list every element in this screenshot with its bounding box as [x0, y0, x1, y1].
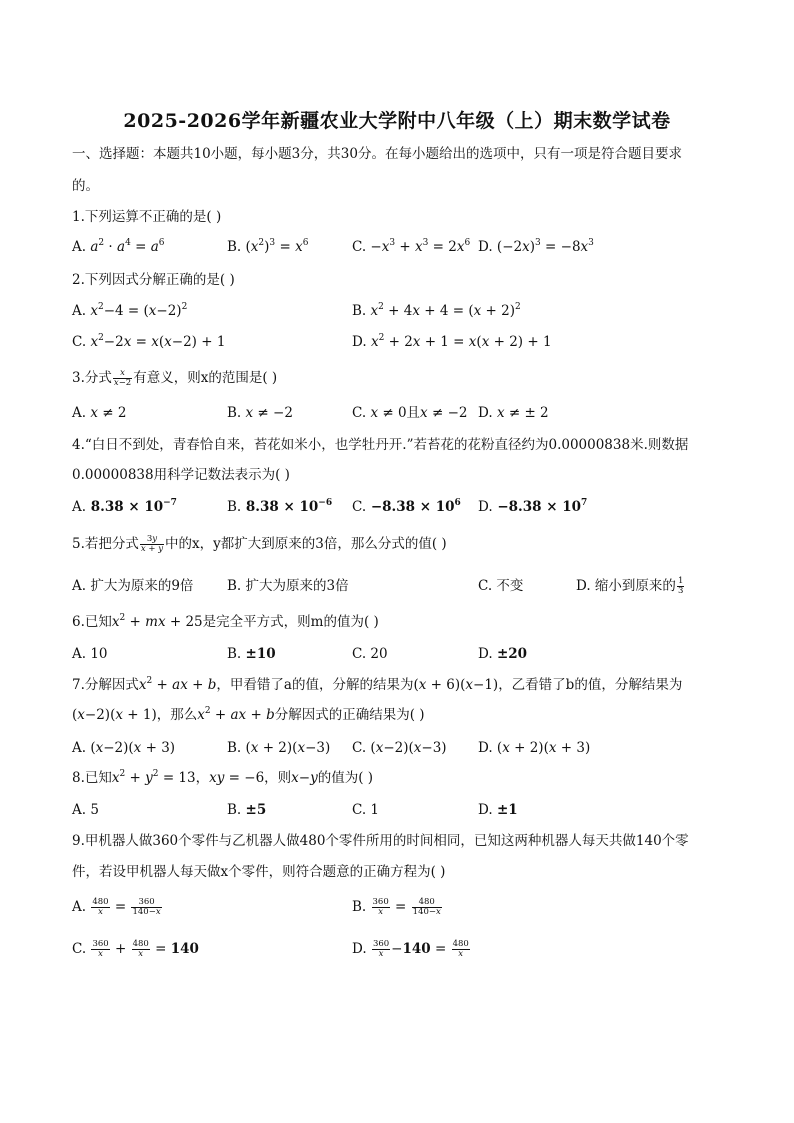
q8-option-a: A. 5	[72, 802, 99, 818]
q7-option-c: C. (x−2)(x−3)	[352, 740, 447, 756]
q7-stem-line2: (x−2)(x + 1)，那么$x^2$ + ax + b分解因式的正确结果为( )	[72, 706, 425, 723]
q6-option-b: B. ±10	[227, 646, 276, 662]
q3-option-c: C. x ≠ 0且x ≠ −2	[352, 405, 468, 421]
q6-option-d: D. ±20	[478, 646, 528, 662]
q2-option-d: D. $x^2 + 2x + 1 = x(x + 2) + 1$	[352, 333, 552, 350]
q1-option-a: A. $a^2 \cdot a^4 = a^6$	[72, 238, 165, 255]
section-heading-cont: 的。	[72, 178, 99, 194]
q7-stem-line1: 7.分解因式$x^2$ + ax + b，甲看错了a的值，分解的结果为(x + 6)(x−1)，乙看错了b的值，分解结果为	[72, 676, 683, 693]
q8-option-b: B. ±5	[227, 802, 267, 818]
q4-option-b: B. $8.38 \times 10^{-6}$	[227, 498, 333, 515]
q3-option-b: B. x ≠ −2	[227, 405, 293, 421]
q8-stem: 8.已知$x^2 + y^2 = 13$，xy = −6，则x−y的值为( )	[72, 769, 374, 786]
q1-stem: 1.下列运算不正确的是( )	[72, 209, 222, 225]
q2-option-b: B. $x^2 + 4x + 4 = (x + 2)^2$	[352, 302, 521, 319]
q9-option-c: C. $\frac{360}{x}$ + $\frac{480}{x}$ = 140	[72, 939, 199, 959]
q5-stem: 5.若把分式 $\frac{3y}{x + y}$ 中的x，y都扩大到原来的3倍，那么分式的值( )	[72, 534, 447, 554]
q5-option-d: D. 缩小到原来的 $\frac{1}{3}$	[576, 576, 684, 596]
q9-stem-line2: 件，若设甲机器人每天做x个零件，则符合题意的正确方程为( )	[72, 864, 446, 880]
q8-option-d: D. ±1	[478, 802, 518, 818]
q1-option-c: C. $-x^3 + x^3 = 2x^6$	[352, 238, 471, 255]
q5-option-a: A. 扩大为原来的9倍	[72, 578, 194, 594]
q9-option-a: A. $\frac{480}{x}$ = $\frac{360}{140-x}$	[72, 897, 161, 917]
q6-option-a: A. 10	[72, 646, 108, 662]
q7-option-b: B. (x + 2)(x−3)	[227, 740, 331, 756]
q4-option-d: D. $-8.38 \times 10^7$	[478, 498, 588, 515]
q6-stem: 6.已知$x^2$ + mx + 25是完全平方式，则m的值为( )	[72, 613, 379, 630]
q7-option-d: D. (x + 2)(x + 3)	[478, 740, 591, 756]
q5-option-b: B. 扩大为原来的3倍	[227, 578, 349, 594]
q9-option-d: D. $\frac{360}{x}$ −140 = $\frac{480}{x}$	[352, 939, 469, 959]
page-title: 2025-2026学年新疆农业大学附中八年级（上）期末数学试卷	[123, 110, 671, 132]
q1-option-d: D. $(-2x)^3 = -8x^3$	[478, 238, 594, 255]
q8-option-c: C. 1	[352, 802, 380, 818]
q2-option-a: A. $x^2-4 = (x-2)^2$	[72, 302, 188, 319]
q9-option-b: B. $\frac{360}{x}$ = $\frac{480}{140-x}$	[352, 897, 441, 917]
q9-stem-line1: 9.甲机器人做360个零件与乙机器人做480个零件所用的时间相同，已知这两种机器人每天共做140个零	[72, 833, 689, 849]
q3-option-d: D. x ≠ ± 2	[478, 405, 549, 421]
q7-option-a: A. (x−2)(x + 3)	[72, 740, 176, 756]
section-heading: 一、选择题：本题共10小题，每小题3分，共30分。在每小题给出的选项中，只有一项是符合题目要求	[72, 146, 682, 162]
q2-option-c: C. $x^2-2x = x(x-2) + 1$	[72, 333, 226, 350]
q2-stem: 2.下列因式分解正确的是( )	[72, 272, 235, 288]
q4-option-a: A. $8.38 \times 10^{-7}$	[72, 498, 177, 515]
q4-stem-line2: 0.00000838用科学记数法表示为( )	[72, 467, 290, 483]
q3-stem: 3.分式 $\frac{x}{x-2}$ 有意义，则x的范围是( )	[72, 368, 278, 388]
q5-option-c: C. 不变	[478, 578, 524, 594]
q4-stem-line1: 4.“白日不到处，青春恰自来，苔花如米小，也学牡丹开.”若苔花的花粉直径约为0.00000838米.则数据	[72, 437, 689, 453]
q3-option-a: A. x ≠ 2	[72, 405, 127, 421]
q4-option-c: C. $-8.38 \times 10^6$	[352, 498, 461, 515]
q6-option-c: C. 20	[352, 646, 388, 662]
q1-option-b: B. $(x^2)^3 = x^6$	[227, 238, 309, 255]
